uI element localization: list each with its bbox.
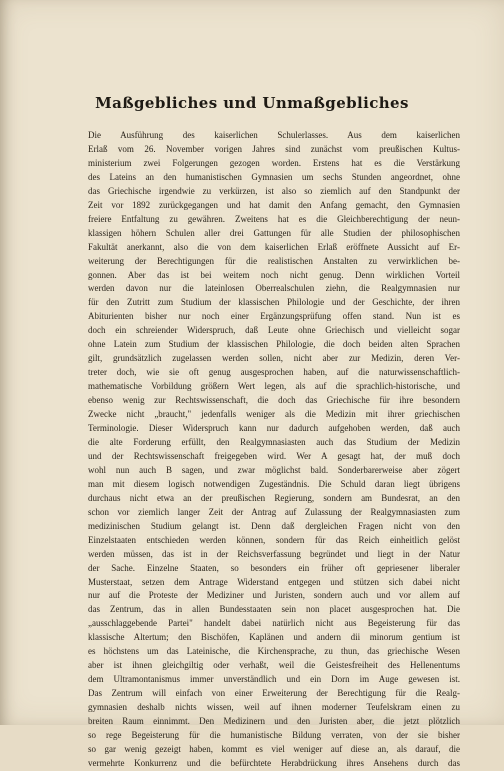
text-line: so gar wenig gezeigt haben, kommt es viel weniger auf diese an, als darauf, die: [88, 743, 460, 754]
text-line: vermehrte Konkurrenz und die befürchtete Herabdrückung ihres Ansehens durch das: [88, 757, 460, 768]
text-line: Abiturienten bisher nur noch einer Ergänzungsprüfung offen stand. Nun ist es: [88, 311, 460, 322]
text-line: treter doch, wie sie oft genug ausgesprochen haben, auf die naturwissenschaftlich-: [88, 367, 460, 378]
text-line: das Griechische irgendwie zu verkürzen, ist also so ziemlich auf den Standpunkt der: [88, 185, 460, 196]
text-line: schon vor ziemlich langer Zeit der Antrag auf Zulassung der Realgymnasiasten zum: [88, 506, 460, 517]
text-line: Musterstaat, setzen dem Antrage Widerstand entgegen und stützen sich dabei nicht: [88, 576, 460, 587]
text-line: Die Ausführung des kaiserlichen Schulerlasses. Aus dem kaiserlichen: [88, 130, 460, 140]
text-line: medizinischen Studium gelangt ist. Denn daß dergleichen Fragen nicht von den: [88, 520, 460, 531]
text-line: „ausschlaggebende Partei" handelt dabei natürlich nicht aus Begeisterung für das: [88, 618, 460, 629]
text-line: gonnen. Aber das ist bei weitem noch nicht genug. Denn wirklichen Vorteil: [88, 269, 460, 280]
text-line: durchaus nicht etwa an der preußischen Regierung, sondern am Bundesrat, an den: [88, 492, 460, 503]
text-line: Das Zentrum will einfach von einer Erweiterung der Berechtigung für die Realg-: [88, 688, 460, 699]
text-line: werden müssen, das ist in der Reichsverfassung begründet und liegt in der Natur: [88, 548, 460, 559]
text-line: es höchstens um das Lateinische, die Kirchensprache, zu thun, das griechische Wesen: [88, 646, 460, 657]
text-line: Einzelstaaten entschieden werden können, sondern für das Reich einheitlich gelöst: [88, 534, 460, 545]
text-line: ebenso wenig zur Rechtswissenschaft, die doch das Griechische für ihre besondern: [88, 395, 460, 406]
text-line: klassigen höhern Schulen aller drei Gattungen für alle Studien der philosophischen: [88, 227, 460, 238]
text-line: die alte Forderung erfüllt, den Realgymnasiasten auch das Studium der Medizin: [88, 436, 460, 447]
text-line: Zeit vor 1892 zurückgegangen und hat damit den Anfang gemacht, den Gymnasien: [88, 199, 460, 210]
text-line: des Lateins an den humanistischen Gymnasien um sechs Stunden angeordnet, ohne: [88, 171, 460, 182]
text-line: so rege Begeisterung für die humanistische Bildung verraten, von der sie bisher: [88, 729, 460, 740]
text-line: Terminologie. Dieser Widerspruch kann nur dadurch aufgehoben werden, daß auch: [88, 423, 460, 434]
text-line: mathematische Vorbildung größern Wert legen, als auf die sprachlich-historische, und: [88, 381, 460, 392]
section-heading: Maßgebliches und Unmaßgebliches: [95, 94, 409, 112]
text-line: weiterung der Berechtigungen für die realistischen Anstalten zu verwirklichen be-: [88, 255, 460, 266]
text-line: doch ein schreiender Widerspruch, daß Leute ohne Griechisch und vielleicht sogar: [88, 325, 460, 336]
text-line: dem Ultramontanismus immer unverständlich und ein Dorn im Auge gewesen ist.: [88, 674, 460, 685]
text-line: ohne Latein zum Studium der klassischen Philologie, die doch beiden alten Sprachen: [88, 339, 460, 350]
text-line: Erlaß vom 26. November vorigen Jahres sind zunächst vom preußischen Kultus-: [88, 143, 460, 154]
text-line: nur auf die Proteste der Mediziner und Juristen, sondern auch und vor allem auf: [88, 590, 460, 601]
text-line: werden davon nur die lateinlosen Oberrealschulen ziehn, die Realgymnasien nur: [88, 283, 460, 294]
text-line: freiere Entfaltung zu gewähren. Zweitens hat es die Gleichberechtigung der neun-: [88, 213, 460, 224]
text-line: Zwecke nicht „braucht," jedenfalls weniger als die Medizin mit ihrer griechischen: [88, 409, 460, 420]
text-line: für den Zutritt zum Studium der klassischen Philologie und der Geschichte, der ihren: [88, 297, 460, 308]
text-line: breiten Raum einnimmt. Den Medizinern und den Juristen aber, die jetzt plötzlich: [88, 716, 460, 727]
text-line: das Zentrum, das in allen Bundesstaaten sein non placet ausgesprochen hat. Die: [88, 604, 460, 615]
text-line: ministerium zwei Folgerungen gezogen worden. Erstens hat es die Verstärkung: [88, 157, 460, 168]
text-line: und der Rechtswissenschaft freigegeben wird. Wer A gesagt hat, der muß doch: [88, 450, 460, 461]
text-line: man mit diesem logisch notwendigen Zugeständnis. Die Schuld daran liegt übrigens: [88, 478, 460, 489]
text-line: der Sache. Einzelne Staaten, so besonders ein früher oft gepriesener liberaler: [88, 562, 460, 573]
text-line: gymnasien deshalb nichts wissen, weil auf ihnen moderner Teufelskram einen zu: [88, 702, 460, 713]
text-line: gilt, grundsätzlich zugelassen werden sollen, nicht aber zur Medizin, deren Ver-: [88, 353, 460, 364]
text-line: wohl nun auch B sagen, und zwar möglichst bald. Sonderbarerweise aber zögert: [88, 464, 460, 475]
text-line: klassische Altertum; den Bischöfen, Kaplänen und andern dii minorum gentium ist: [88, 632, 460, 643]
text-line: Fakultät anerkannt, also die von dem kaiserlichen Erlaß eröffnete Aussicht auf Er-: [88, 241, 460, 252]
body-text: [88, 129, 460, 771]
text-line: aber ist ihnen gleichgiltig oder verhaßt, weil die Geistesfreiheit des Hellenentums: [88, 660, 460, 671]
